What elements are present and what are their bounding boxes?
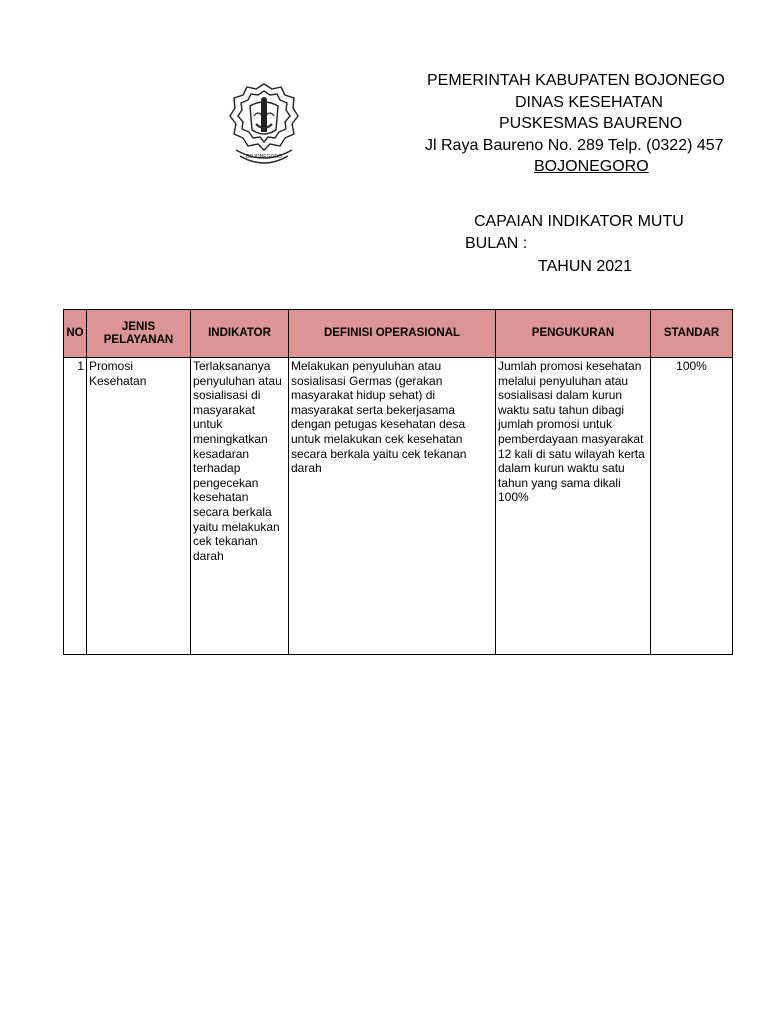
- report-title: CAPAIAN INDIKATOR MUTU: [474, 213, 684, 230]
- header-no: NO: [64, 310, 87, 358]
- cell-pengukuran: Jumlah promosi kesehatan melalui penyuluhan atau sosialisasi dalam kurun waktu satu tahun dibagi jumlah promosi untuk pemberdayaan masyarakat 12 kali di satu wilayah kerta dalam kurun waktu satu tahun yang sama dikali 100%: [496, 358, 651, 655]
- cell-no: 1: [64, 358, 87, 655]
- table-row: [64, 358, 733, 655]
- header-puskesmas: PUSKESMAS BAURENO: [499, 115, 683, 132]
- report-month: BULAN :: [465, 235, 528, 252]
- table-header-row: [64, 310, 733, 358]
- header-pengukuran: PENGUKURAN: [496, 310, 651, 358]
- indicator-table: [63, 309, 733, 655]
- header-government: PEMERINTAH KABUPATEN BOJONEGO: [427, 72, 725, 89]
- header-department: DINAS KESEHATAN: [515, 94, 663, 111]
- bojonegoro-regency-seal-icon: [228, 80, 300, 168]
- header-address: Jl Raya Baureno No. 289 Telp. (0322) 457: [425, 137, 724, 154]
- cell-jenis-pelayanan: Promosi Kesehatan: [87, 358, 191, 655]
- header-standar: STANDAR: [651, 310, 733, 358]
- report-year: TAHUN 2021: [538, 258, 632, 275]
- cell-definisi-operasional: Melakukan penyuluhan atau sosialisasi Germas (gerakan masyarakat hidup sehat) di masyarakat serta bekerjasama dengan petugas kesehatan desa untuk melakukan cek kesehatan secara berkala yaitu cek tekanan darah: [289, 358, 496, 655]
- header-indikator: INDIKATOR: [191, 310, 289, 358]
- cell-standar: 100%: [651, 358, 733, 655]
- logo-text: BOJONEGORO: [246, 154, 282, 160]
- cell-indikator: Terlaksananya penyuluhan atau sosialisasi di masyarakat untuk meningkatkan kesadaran terhadap pengecekan kesehatan secara berkala yaitu melakukan cek tekanan darah: [191, 358, 289, 655]
- header-jenis-pelayanan: JENIS PELAYANAN: [87, 310, 191, 358]
- header-definisi-operasional: DEFINISI OPERASIONAL: [289, 310, 496, 358]
- header-city: BOJONEGORO: [534, 158, 649, 175]
